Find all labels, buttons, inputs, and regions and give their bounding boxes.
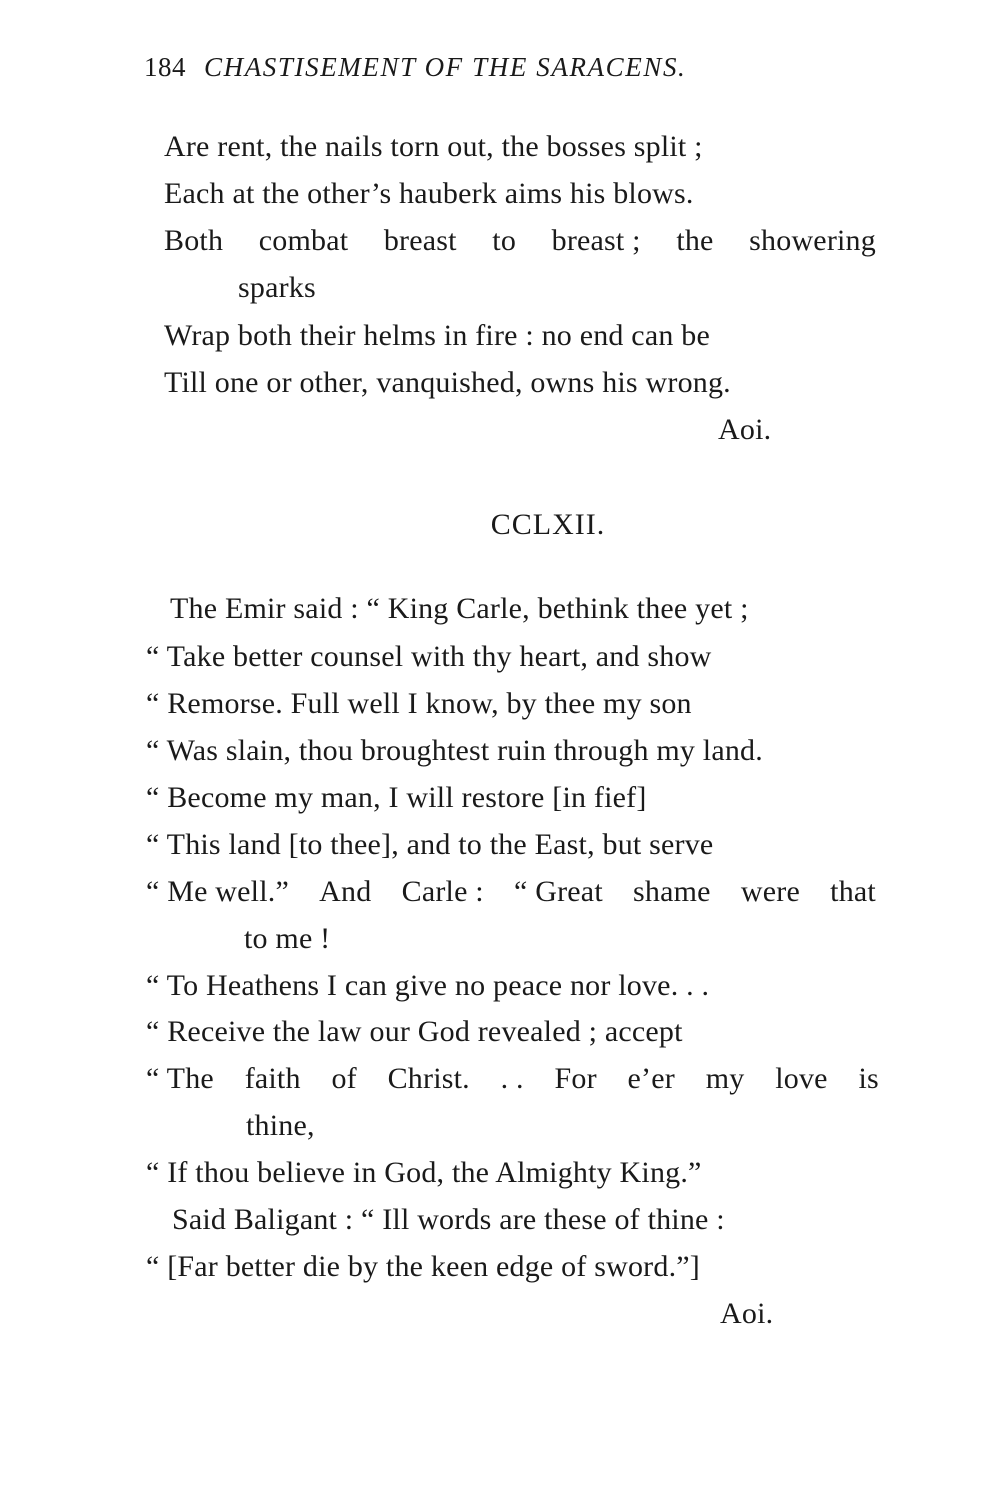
verse-word: that [830, 875, 876, 908]
verse-word: For [554, 1062, 597, 1095]
verse-line: “ Receive the law our God revealed ; accept [146, 1015, 683, 1048]
verse-word: the [676, 224, 714, 257]
verse-word: And [319, 875, 372, 908]
verse-word: love [775, 1062, 828, 1095]
verse-line: Wrap both their helms in fire : no end can be [164, 319, 710, 352]
verse-line-justified [164, 224, 876, 258]
verse-word: faith [244, 1062, 301, 1095]
verse-line-continuation: sparks [238, 271, 316, 304]
verse-word: Christ. [387, 1062, 470, 1095]
verse-word: “ The [146, 1062, 214, 1095]
verse-line: “ Remorse. Full well I know, by thee my son [146, 687, 692, 720]
verse-word: showering [749, 224, 876, 257]
verse-word: shame [633, 875, 711, 908]
refrain: Aoi. [718, 413, 772, 446]
verse-word: Carle : [401, 875, 484, 908]
verse-line: “ [Far better die by the keen edge of sword.”] [146, 1250, 700, 1283]
verse-word: to [492, 224, 517, 257]
verse-line: “ Take better counsel with thy heart, and show [146, 640, 712, 673]
verse-word: breast [383, 224, 457, 257]
verse-word: combat [258, 224, 349, 257]
verse-word: Both [164, 224, 224, 257]
verse-line-continuation: thine, [246, 1109, 315, 1142]
refrain: Aoi. [720, 1297, 774, 1330]
verse-line: The Emir said : “ King Carle, bethink thee yet ; [170, 592, 749, 625]
verse-word: were [740, 875, 800, 908]
page-number: 184 [144, 52, 186, 82]
verse-word: my [705, 1062, 745, 1095]
verse-word: is [858, 1062, 879, 1095]
verse-line-continuation: to me ! [244, 922, 331, 955]
verse-line: “ If thou believe in God, the Almighty King.” [146, 1156, 702, 1189]
verse-word: “ Me well.” [146, 875, 289, 908]
running-title: CHASTISEMENT OF THE SARACENS. [204, 52, 687, 82]
verse-word: “ Great [514, 875, 603, 908]
verse-line: Each at the other’s hauberk aims his blows. [164, 177, 694, 210]
verse-line: Till one or other, vanquished, owns his wrong. [164, 366, 731, 399]
verse-word: of [331, 1062, 357, 1095]
verse-line: “ Become my man, I will restore [in fief] [146, 781, 647, 814]
verse-line-justified [146, 1062, 879, 1096]
verse-line-justified [146, 875, 876, 909]
verse-word: breast ; [551, 224, 641, 257]
verse-line: Are rent, the nails torn out, the bosses split ; [164, 130, 703, 163]
section-heading: CCLXII. [490, 508, 606, 541]
running-header [144, 52, 686, 83]
verse-line: “ This land [to thee], and to the East, but serve [146, 828, 714, 861]
verse-word: e’er [627, 1062, 675, 1095]
verse-line: “ Was slain, thou broughtest ruin through my land. [146, 734, 763, 767]
verse-line: Said Baligant : “ Ill words are these of thine : [172, 1203, 725, 1236]
verse-word: . . [500, 1062, 524, 1095]
verse-line: “ To Heathens I can give no peace nor love. . . [146, 969, 710, 1002]
